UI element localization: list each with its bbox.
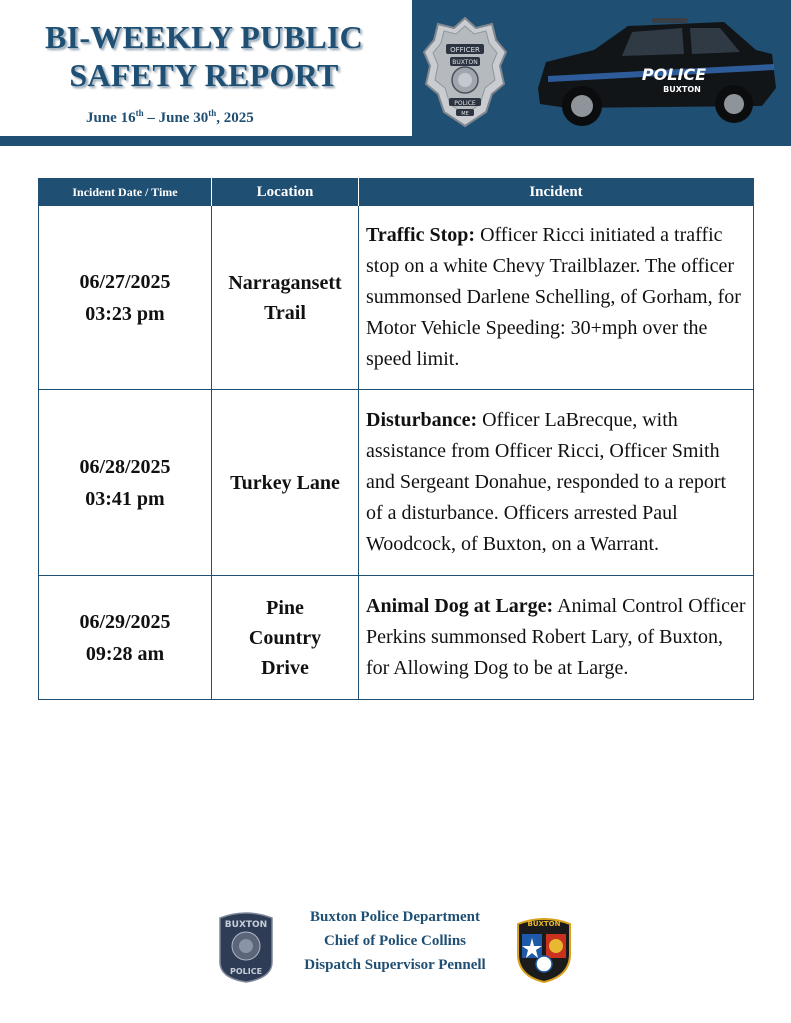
badge-text-police: POLICE — [454, 100, 476, 107]
incident-location-cell — [212, 576, 359, 700]
emblem-text-buxton: BUXTON — [527, 920, 561, 928]
column-header-date: Incident Date / Time — [39, 179, 212, 206]
incident-description: Animal Control Officer Perkins summonsed Robert Lary, of Buxton, for Allowing Dog to be at Large. — [366, 595, 746, 679]
incident-time: 03:23 pm — [85, 302, 165, 325]
table-header-row — [39, 179, 754, 206]
location-line: Country — [248, 626, 322, 649]
date-end-suffix: th — [208, 108, 217, 118]
incident-description: Officer LaBrecque, with assistance from Officer Ricci, Officer Smith and Sergeant Donahue, responded to a report of a disturbance. Officers arrested Paul Woodcock, of Buxton, on a Warrant. — [366, 409, 727, 555]
location-line: Pine — [266, 596, 304, 619]
incident-type: Traffic Stop: — [366, 224, 476, 246]
incident-datetime-cell — [39, 576, 212, 700]
column-header-location: Location — [212, 179, 359, 206]
badge-text-officer: OFFICER — [450, 46, 480, 54]
incident-datetime-cell — [39, 390, 212, 576]
footer-department: Buxton Police Department — [310, 909, 480, 925]
incident-description-cell — [359, 390, 754, 576]
patch-text-buxton: BUXTON — [224, 920, 268, 930]
incident-table — [38, 178, 754, 700]
date-start-suffix: th — [135, 108, 144, 118]
incident-type: Disturbance: — [366, 409, 478, 431]
report-title — [12, 18, 396, 94]
fire-rescue-emblem-icon — [512, 914, 576, 984]
date-range — [86, 108, 254, 127]
table-row — [39, 206, 754, 390]
badge-text-me: ME — [461, 111, 469, 117]
footer-chief: Chief of Police Collins — [323, 933, 467, 949]
badge-text-buxton: BUXTON — [452, 59, 478, 66]
column-header-incident: Incident — [359, 179, 754, 206]
report-header — [0, 0, 791, 146]
location-line: Turkey Lane — [230, 471, 340, 494]
date-year: , 2025 — [216, 110, 254, 126]
date-separator: – June 30 — [143, 110, 209, 126]
table-row — [39, 390, 754, 576]
patch-text-police: POLICE — [229, 967, 263, 976]
incident-description-cell — [359, 206, 754, 390]
police-badge-icon — [420, 14, 510, 132]
car-text-police: POLICE — [641, 65, 707, 84]
incident-type: Animal Dog at Large: — [366, 595, 554, 617]
police-patch-icon — [216, 910, 276, 984]
title-line-1: BI-WEEKLY PUBLIC — [44, 19, 364, 55]
incident-date: 06/28/2025 — [79, 455, 171, 478]
incident-time: 09:28 am — [85, 642, 165, 665]
table-row — [39, 576, 754, 700]
incident-description-cell — [359, 576, 754, 700]
header-underline-bar — [0, 136, 412, 146]
incident-location-cell — [212, 390, 359, 576]
incident-datetime-cell — [39, 206, 212, 390]
incident-date: 06/29/2025 — [79, 610, 171, 633]
location-line: Narragansett — [228, 271, 342, 294]
title-line-2: SAFETY REPORT — [69, 57, 339, 93]
location-line: Trail — [264, 301, 306, 324]
car-text-buxton: BUXTON — [663, 85, 701, 94]
incident-location-cell — [212, 206, 359, 390]
incident-date: 06/27/2025 — [79, 270, 171, 293]
date-start: June 16 — [86, 110, 136, 126]
footer-dispatch: Dispatch Supervisor Pennell — [304, 957, 486, 973]
location-line: Drive — [261, 656, 309, 679]
footer-credits — [280, 905, 510, 977]
police-car-icon — [524, 10, 786, 136]
incident-time: 03:41 pm — [85, 487, 165, 510]
incident-description: Officer Ricci initiated a traffic stop on a white Chevy Trailblazer. The officer summonsed Darlene Schelling, of Gorham, for Motor Vehicle Speeding: 30+mph over the speed limit. — [366, 224, 741, 370]
